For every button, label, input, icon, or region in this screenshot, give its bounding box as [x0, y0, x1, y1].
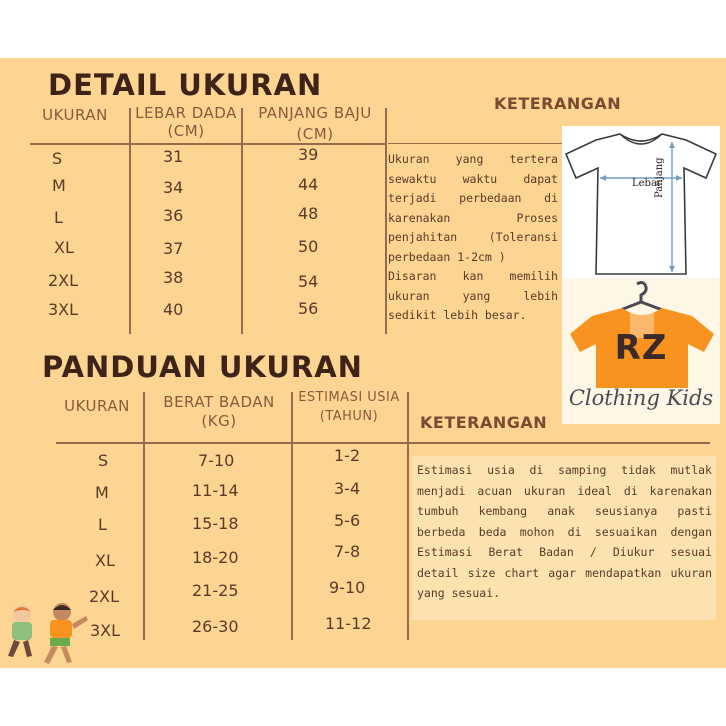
detail-col-chest-unit: (CM): [167, 122, 205, 140]
detail-note: [388, 150, 558, 326]
brand-logo: [562, 278, 720, 424]
detail-size-2xl: 2XL: [48, 271, 79, 290]
diagram-label-length: Panjang: [654, 157, 665, 198]
detail-col-chest: LEBAR DADA: [135, 104, 237, 122]
guide-divider-1: [143, 392, 145, 640]
detail-chest-3xl: 40: [163, 300, 184, 319]
guide-age-3xl: 11-12: [325, 614, 372, 633]
guide-age-2xl: 9-10: [329, 578, 366, 597]
detail-header-rule: [30, 143, 386, 145]
tshirt-outline-icon: [562, 126, 720, 278]
detail-chest-l: 36: [163, 206, 184, 225]
detail-size-3xl: 3XL: [48, 300, 79, 319]
logo-initials: RZ: [614, 328, 668, 368]
detail-keterangan-rule: [388, 143, 564, 144]
detail-length-3xl: 56: [298, 299, 319, 318]
detail-length-m: 44: [298, 175, 319, 194]
guide-note: Estimasi usia di samping tidak mutlak menjadi acuan ukuran ideal di karenakan tumbuh kembang anak seusianya pasti berbeda beda mohon di sesuaikan dengan Estimasi Berat Badan / Diukur sesuai detail size chart agar mendapatkan ukuran yang sesuai.: [417, 463, 712, 600]
guide-keterangan-title: KETERANGAN: [420, 413, 548, 432]
guide-size-s: S: [98, 451, 109, 470]
detail-col-length-unit: (CM): [296, 125, 334, 143]
guide-col-size: UKURAN: [64, 397, 130, 415]
detail-length-l: 48: [298, 204, 319, 223]
detail-chest-2xl: 38: [163, 268, 184, 287]
guide-size-2xl: 2XL: [89, 587, 120, 606]
guide-size-3xl: 3XL: [90, 621, 121, 640]
detail-chest-xl: 37: [163, 239, 184, 258]
guide-weight-l: 15-18: [192, 514, 239, 533]
guide-size-l: L: [98, 515, 107, 534]
detail-keterangan-title: KETERANGAN: [494, 94, 622, 113]
detail-size-xl: XL: [54, 238, 74, 257]
tshirt-diagram: [562, 126, 720, 278]
detail-note-p1: Ukuran yang tertera sewaktu waktu dapat terjadi perbedaan di karenakan Proses penjahitan (Toleransi perbedaan 1-2cm ): [388, 152, 558, 264]
detail-divider-3: [385, 108, 387, 334]
logo-brand-name: Clothing Kids: [568, 386, 714, 410]
guide-age-s: 1-2: [334, 446, 361, 465]
detail-divider-1: [129, 108, 131, 334]
detail-chest-m: 34: [163, 178, 184, 197]
detail-size-m: M: [52, 176, 66, 195]
guide-size-xl: XL: [95, 551, 115, 570]
guide-divider-2: [291, 392, 293, 640]
detail-size-l: L: [54, 208, 63, 227]
detail-col-length: PANJANG BAJU: [258, 104, 372, 122]
detail-divider-2: [241, 108, 243, 334]
detail-size-s: S: [52, 149, 63, 168]
detail-title: DETAIL UKURAN: [48, 68, 323, 102]
running-kids-icon: [0, 600, 90, 668]
guide-col-weight: BERAT BADAN: [163, 393, 275, 411]
guide-col-weight-unit: (KG): [201, 412, 237, 430]
detail-length-xl: 50: [298, 237, 319, 256]
diagram-label-width: Lebar: [632, 178, 662, 189]
guide-weight-xl: 18-20: [192, 548, 239, 567]
detail-length-2xl: 54: [298, 272, 319, 291]
guide-age-m: 3-4: [334, 479, 361, 498]
guide-divider-3: [407, 392, 409, 640]
guide-col-age: ESTIMASI USIA: [298, 390, 400, 405]
guide-header-rule: [56, 442, 710, 444]
guide-size-m: M: [95, 483, 109, 502]
guide-age-xl: 7-8: [334, 542, 361, 561]
guide-weight-m: 11-14: [192, 481, 239, 500]
guide-note-box: [412, 456, 716, 620]
detail-length-s: 39: [298, 145, 319, 164]
guide-weight-3xl: 26-30: [192, 617, 239, 636]
guide-col-age-unit: (TAHUN): [319, 409, 379, 424]
guide-weight-s: 7-10: [198, 451, 235, 470]
guide-title: PANDUAN UKURAN: [42, 350, 363, 384]
detail-chest-s: 31: [163, 147, 184, 166]
kids-illustration: [0, 600, 90, 668]
guide-weight-2xl: 21-25: [192, 581, 239, 600]
detail-col-size: UKURAN: [42, 106, 108, 124]
guide-age-l: 5-6: [334, 511, 361, 530]
detail-note-p2: Disaran kan memilih ukuran yang lebih sedikit lebih besar.: [388, 269, 558, 322]
